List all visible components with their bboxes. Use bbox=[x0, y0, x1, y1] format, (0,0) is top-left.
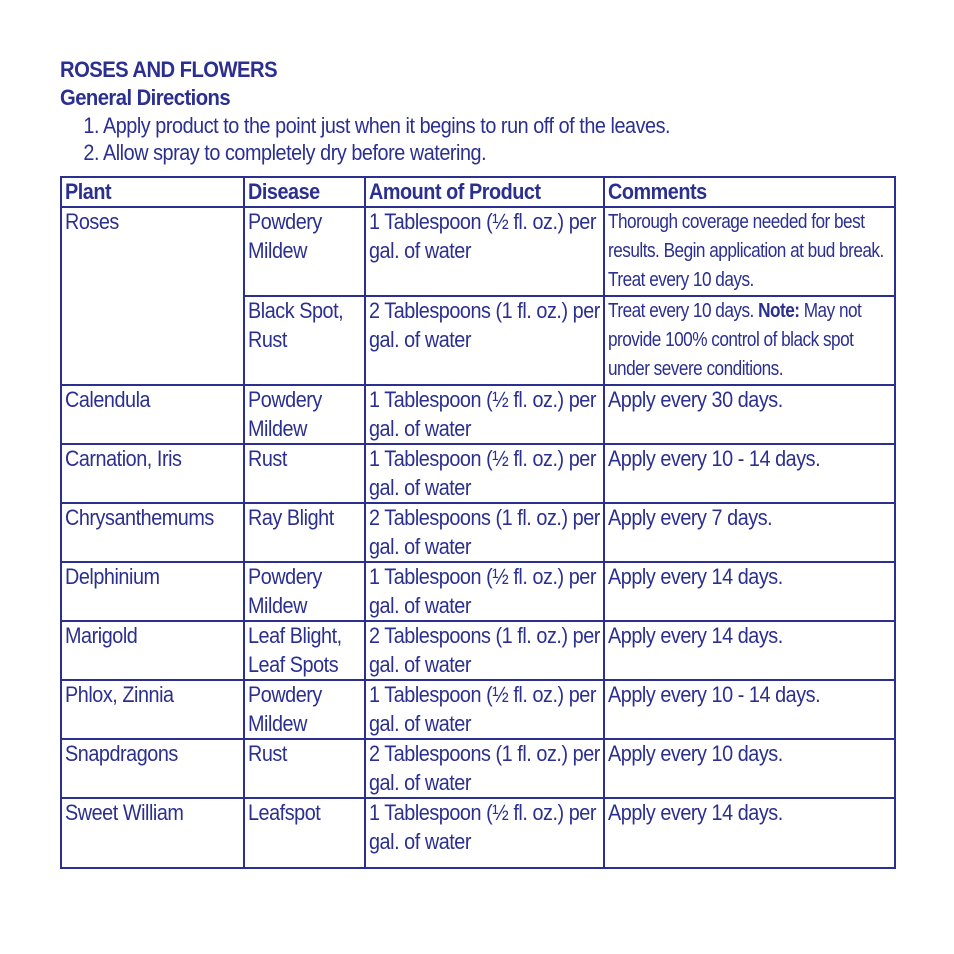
amount-cell: 2 Tablespoons (1 fl. oz.) per gal. of water bbox=[365, 739, 604, 798]
disease-cell: Leaf Blight, Leaf Spots bbox=[244, 621, 365, 680]
section-title: ROSES AND FLOWERS bbox=[60, 57, 278, 82]
table-row bbox=[61, 739, 895, 798]
amount-cell: 2 Tablespoons (1 fl. oz.) per gal. of water bbox=[365, 296, 604, 385]
plant-cell: Carnation, Iris bbox=[61, 444, 244, 503]
amount-cell: 1 Tablespoon (½ fl. oz.) per gal. of water bbox=[365, 680, 604, 739]
comment-cell bbox=[604, 296, 895, 385]
comment-text: Treat every 10 days. bbox=[608, 300, 759, 322]
disease-cell: Powdery Mildew bbox=[244, 680, 365, 739]
disease-cell: Rust bbox=[244, 739, 365, 798]
header-amount: Amount of Product bbox=[365, 177, 604, 207]
comment-text: May not provide 100% control of black spot under severe conditions. bbox=[608, 300, 862, 380]
disease-cell: Powdery Mildew bbox=[244, 207, 365, 296]
header-plant: Plant bbox=[61, 177, 244, 207]
table-row bbox=[61, 798, 895, 868]
document-page bbox=[60, 56, 894, 869]
comment-cell: Apply every 7 days. bbox=[604, 503, 895, 562]
note-label: Note: bbox=[758, 300, 800, 322]
disease-cell: Powdery Mildew bbox=[244, 562, 365, 621]
comment-cell: Apply every 14 days. bbox=[604, 798, 895, 868]
amount-cell: 1 Tablespoon (½ fl. oz.) per gal. of water bbox=[365, 385, 604, 444]
disease-cell: Rust bbox=[244, 444, 365, 503]
table-header-row bbox=[61, 177, 895, 207]
plant-cell: Calendula bbox=[61, 385, 244, 444]
comment-cell: Apply every 30 days. bbox=[604, 385, 895, 444]
disease-cell: Ray Blight bbox=[244, 503, 365, 562]
plant-cell: Delphinium bbox=[61, 562, 244, 621]
disease-cell: Leafspot bbox=[244, 798, 365, 868]
amount-cell: 1 Tablespoon (½ fl. oz.) per gal. of water bbox=[365, 562, 604, 621]
plant-cell: Roses bbox=[61, 207, 244, 385]
table-row bbox=[61, 503, 895, 562]
amount-cell: 1 Tablespoon (½ fl. oz.) per gal. of water bbox=[365, 207, 604, 296]
comment-cell: Thorough coverage needed for best results. Begin application at bud break. Treat every 10 days. bbox=[604, 207, 895, 296]
comment-cell: Apply every 10 - 14 days. bbox=[604, 680, 895, 739]
header-disease: Disease bbox=[244, 177, 365, 207]
table-row bbox=[61, 562, 895, 621]
amount-cell: 2 Tablespoons (1 fl. oz.) per gal. of water bbox=[365, 503, 604, 562]
table-row bbox=[61, 444, 895, 503]
treatment-table bbox=[60, 176, 896, 869]
table-row bbox=[61, 207, 895, 296]
disease-cell: Powdery Mildew bbox=[244, 385, 365, 444]
header-comments: Comments bbox=[604, 177, 895, 207]
amount-cell: 1 Tablespoon (½ fl. oz.) per gal. of water bbox=[365, 444, 604, 503]
section-subtitle: General Directions bbox=[60, 85, 231, 110]
direction-item: 1. Apply product to the point just when it begins to run off of the leaves. bbox=[83, 113, 671, 138]
plant-cell: Sweet William bbox=[61, 798, 244, 868]
table-row bbox=[61, 680, 895, 739]
disease-cell: Black Spot, Rust bbox=[244, 296, 365, 385]
table-row bbox=[61, 385, 895, 444]
directions-list bbox=[60, 112, 894, 166]
comment-cell: Apply every 10 - 14 days. bbox=[604, 444, 895, 503]
comment-cell: Apply every 14 days. bbox=[604, 621, 895, 680]
amount-cell: 2 Tablespoons (1 fl. oz.) per gal. of water bbox=[365, 621, 604, 680]
plant-cell: Marigold bbox=[61, 621, 244, 680]
direction-item: 2. Allow spray to completely dry before watering. bbox=[83, 140, 487, 165]
plant-cell: Snapdragons bbox=[61, 739, 244, 798]
plant-cell: Chrysanthemums bbox=[61, 503, 244, 562]
plant-cell: Phlox, Zinnia bbox=[61, 680, 244, 739]
amount-cell: 1 Tablespoon (½ fl. oz.) per gal. of water bbox=[365, 798, 604, 868]
table-row bbox=[61, 621, 895, 680]
comment-cell: Apply every 14 days. bbox=[604, 562, 895, 621]
comment-cell: Apply every 10 days. bbox=[604, 739, 895, 798]
